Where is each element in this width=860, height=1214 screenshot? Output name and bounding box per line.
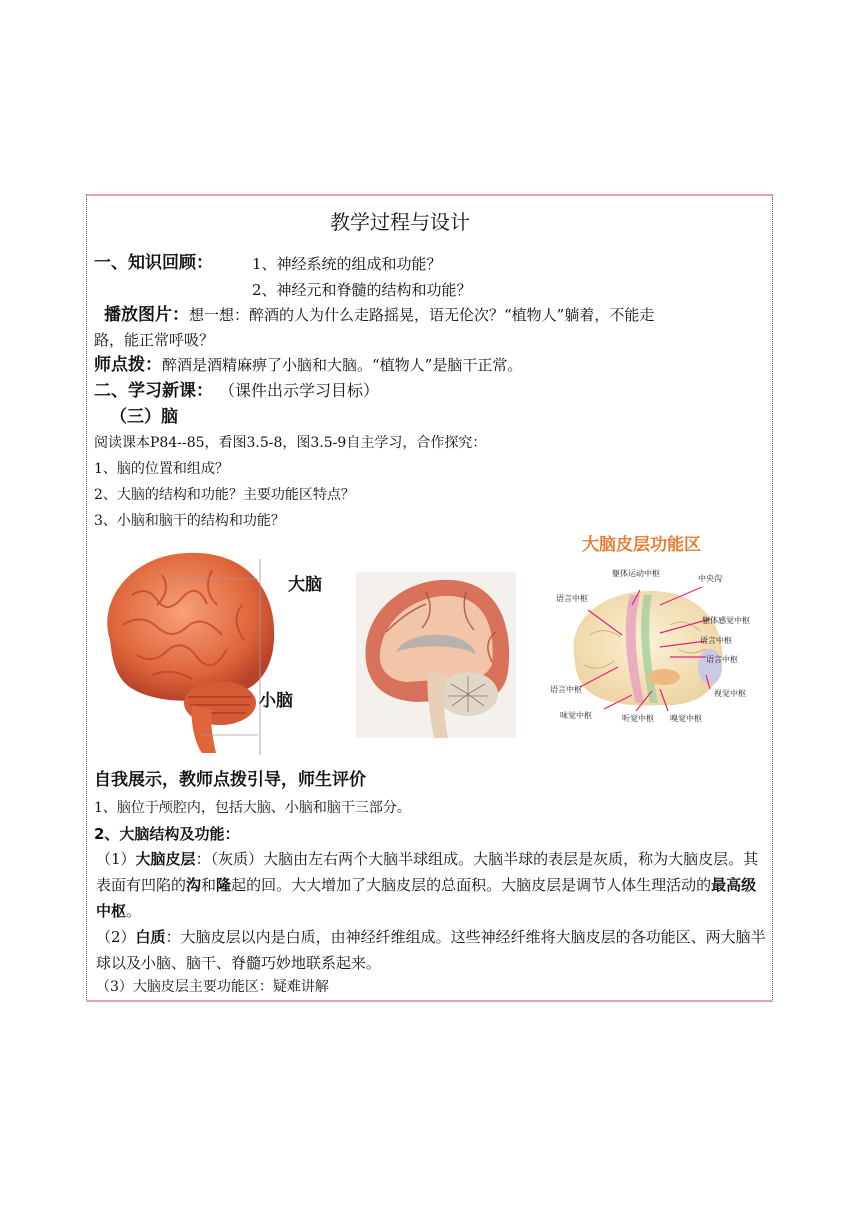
- newlesson-sub: （三）脑: [110, 407, 178, 427]
- newlesson-note: （课件出示学习目标）: [227, 381, 380, 400]
- cortex-label-language-1: 语言中枢: [556, 594, 588, 603]
- p3-term-center: 最高级中枢: [96, 876, 757, 920]
- newlesson-q2: 2、大脑的结构和功能？主要功能区特点？: [94, 487, 355, 503]
- show-p3: [96, 846, 766, 924]
- brain-lateral-figure: [92, 545, 292, 755]
- cortex-label-gustatory: 味觉中枢: [560, 711, 592, 720]
- cortex-label-central-sulcus: 中央沟: [698, 574, 722, 583]
- play-line2: 路，能正常呼吸？: [94, 331, 215, 349]
- play-line1: [104, 305, 654, 325]
- newlesson-q3: 3、小脑和脑干的结构和功能？: [94, 513, 285, 529]
- p4-text: ：大脑皮层以内是白质，由神经纤维组成。这些神经纤维将大脑皮层的各功能区、两大脑半球以及小脑、脑干、脊髓巧妙地联系起来。: [96, 928, 766, 972]
- tip-label: 师点拨：: [94, 355, 162, 375]
- cortex-label-visual: 视觉中枢: [714, 689, 746, 698]
- p3-term-gyrus: 隆: [216, 876, 232, 894]
- cortex-label-language-4: 语言中枢: [550, 685, 582, 694]
- cortex-label-language-2: 语言中枢: [700, 636, 732, 645]
- newlesson-q1: 1、脑的位置和组成？: [94, 461, 229, 477]
- play-label: 播放图片：: [104, 305, 189, 325]
- newlesson-read: 阅读课本P84--85，看图3.5-8，图3.5-9自主学习，合作探究：: [94, 435, 487, 451]
- page-title: 教学过程与设计: [330, 210, 470, 234]
- review-heading: 一、知识回顾：: [94, 253, 213, 273]
- p4-term-white: 白质: [135, 928, 166, 946]
- cortex-label-somatosensory: 躯体感觉中枢: [702, 616, 750, 625]
- cortex-figure: [560, 585, 730, 715]
- p3-text-3: 起的回。大大增加了大脑皮层的总面积。大脑皮层是调节人体生理活动的: [231, 876, 712, 894]
- review-q1: 1、神经系统的组成和功能？: [252, 255, 442, 273]
- show-p2: 2、大脑结构及功能：: [94, 825, 240, 843]
- label-cerebellum: 小脑: [259, 691, 293, 711]
- cortex-label-olfactory: 嗅觉中枢: [670, 714, 702, 723]
- brain-sagittal-figure: [356, 572, 516, 738]
- p3-text-4: 。: [126, 902, 142, 920]
- p3-text-1: ：（灰质）大脑由左右两个大脑半球组成。大脑半球的表层是灰质，称为大脑皮层。其表面有凹陷的: [96, 850, 759, 894]
- newlesson-heading: 二、学习新课：: [94, 381, 213, 401]
- show-p4: [96, 924, 766, 976]
- tip-line: [94, 355, 522, 375]
- tip-text: 醉酒是酒精麻痹了小脑和大脑。“植物人”是脑干正常。: [162, 356, 523, 374]
- p3-term-sulcus: 沟: [186, 876, 202, 894]
- label-cerebrum: 大脑: [288, 575, 322, 595]
- cortex-title: 大脑皮层功能区: [582, 535, 701, 555]
- p3-text-2: 和: [201, 876, 217, 894]
- review-q2: 2、神经元和脊髓的结构和功能？: [252, 281, 472, 299]
- cortex-label-auditory: 听觉中枢: [622, 714, 654, 723]
- cortex-label-motor: 躯体运动中枢: [612, 569, 660, 578]
- p3-prefix: （1）: [96, 850, 136, 868]
- p3-term-cortex: 大脑皮层: [135, 850, 196, 868]
- p4-prefix: （2）: [96, 928, 136, 946]
- show-p1: 1、脑位于颅腔内，包括大脑、小脑和脑干三部分。: [94, 800, 411, 816]
- newlesson-line: [94, 381, 379, 401]
- show-heading: 自我展示，教师点拨引导，师生评价: [94, 770, 366, 790]
- show-p5: （3）大脑皮层主要功能区：疑难讲解: [96, 979, 329, 995]
- play-text: 想一想：醉酒的人为什么走路摇晃，语无伦次？“植物人”躺着，不能走: [189, 306, 655, 324]
- cortex-label-language-3: 语言中枢: [706, 655, 738, 664]
